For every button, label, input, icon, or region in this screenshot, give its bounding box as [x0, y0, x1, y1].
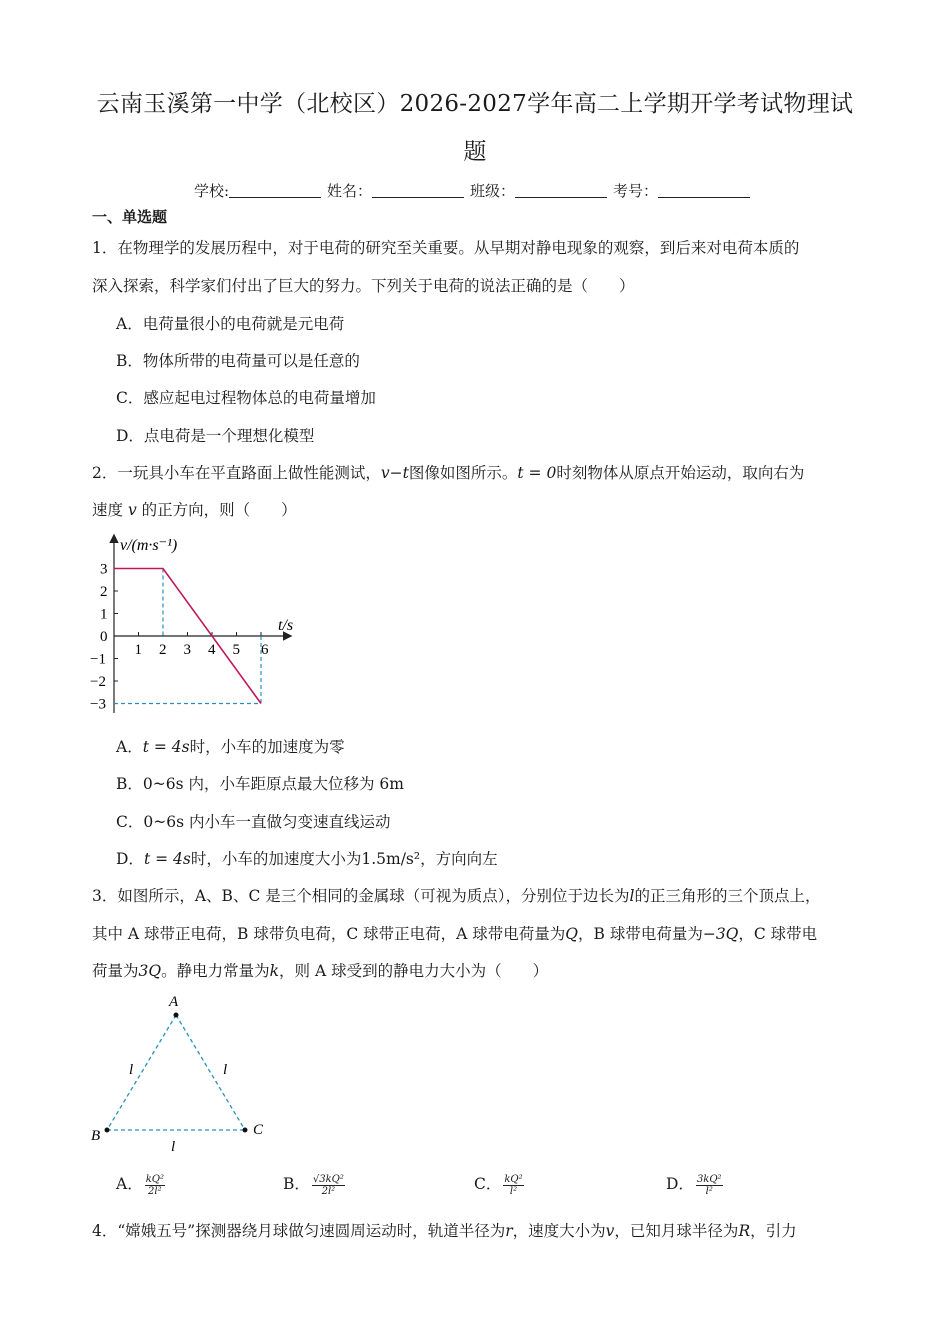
school-label: 学校:: [193, 182, 229, 200]
side-ac: [176, 1015, 245, 1130]
y-tick-label: 1: [100, 606, 108, 623]
q2-option-d[interactable]: [116, 847, 498, 869]
x-tick-label: 4: [208, 642, 216, 658]
q3c-denominator: l²: [509, 1185, 518, 1197]
q3a-label: A．: [116, 1175, 143, 1193]
q3-text-a: 3．如图所示，A、B、C 是三个相同的金属球（可视为质点），分别位于边长为: [92, 887, 630, 905]
q3-text-b: 的正三角形的三个顶点上，: [634, 887, 821, 905]
y-tick-label: −3: [90, 696, 106, 713]
q3d-fraction: [696, 1174, 723, 1197]
vertex-b-label: B: [91, 1128, 101, 1144]
section-heading: 一、单选题: [92, 208, 168, 226]
q2-option-b[interactable]: B．0~6s 内，小车距原点最大位移为 6m: [116, 775, 404, 793]
q3c-numerator: kQ²: [504, 1173, 523, 1185]
q3-text-f: 荷量为: [92, 962, 139, 980]
q4-math-big-r: R: [738, 1222, 751, 1240]
y-tick-label: −2: [90, 674, 106, 690]
q3-option-c[interactable]: [474, 1172, 524, 1197]
q2-text-a: 2．一玩具小车在平直路面上做性能测试，: [92, 464, 381, 482]
q3a-fraction: [145, 1174, 165, 1197]
q3-math-3q: 3Q: [138, 962, 162, 980]
q3-option-a[interactable]: [116, 1172, 165, 1197]
q2-text-c: 时刻物体从原点开始运动，取向右为: [556, 464, 805, 482]
q3-stem-line2: [92, 922, 817, 944]
vertex-a-label: A: [169, 994, 179, 1010]
vertex-c-dot: [243, 1128, 248, 1133]
q2-option-a[interactable]: [116, 735, 345, 757]
x-tick-label: 3: [183, 642, 191, 658]
y-tick-label: 3: [100, 561, 108, 578]
q3b-numerator: √3kQ²: [312, 1173, 344, 1185]
q1-stem-line1: 1．在物理学的发展历程中，对于电荷的研究至关重要。从早期对静电现象的观察，到后来对电荷本质的: [92, 239, 800, 257]
name-label: 姓名：: [327, 182, 373, 200]
vertex-c-label: C: [253, 1122, 264, 1138]
exam-number-label: 考号：: [613, 182, 659, 200]
q3-text-g: 。静电力常量为: [161, 962, 270, 980]
q2-math-vt: v−t: [380, 464, 409, 482]
q1-option-c[interactable]: C．感应起电过程物体总的电荷量增加: [116, 389, 376, 407]
y-tick-label: −1: [90, 651, 106, 668]
q3d-label: D．: [666, 1175, 694, 1193]
q4-text-a: 4．“嫦娥五号”探测器绕月球做匀速圆周运动时，轨道半径为: [92, 1222, 506, 1240]
q3-stem-line1: [92, 884, 820, 906]
q3c-label: C．: [474, 1175, 502, 1193]
y-tick-label: 0: [100, 629, 108, 645]
q4-text-b: ，速度大小为: [512, 1222, 606, 1240]
q2d-text: 时，小车的加速度大小为: [190, 850, 362, 868]
q3b-fraction: [312, 1174, 345, 1197]
name-blank[interactable]: [372, 183, 464, 198]
q2d-tail: ，方向向左: [420, 850, 498, 868]
q3-option-d[interactable]: [666, 1172, 723, 1197]
class-label: 班级：: [470, 182, 516, 200]
q1-option-d[interactable]: D．点电荷是一个理想化模型: [116, 427, 315, 445]
triangle-figure: [85, 990, 285, 1155]
q3-option-b[interactable]: [283, 1172, 345, 1197]
q3-math-m3q: −3Q: [702, 925, 739, 943]
side-ab: [107, 1015, 176, 1130]
q4-text-c: ，已知月球半径为: [614, 1222, 739, 1240]
side-ac-label: l: [223, 1062, 228, 1078]
y-axis-label: v/(m·s⁻¹): [120, 537, 178, 554]
student-info-line: [0, 180, 950, 201]
q3-text-d: ，B 球带电荷量为: [578, 925, 703, 943]
q3b-label: B．: [283, 1175, 310, 1193]
vertex-a-dot: [174, 1013, 179, 1018]
q1-stem-line2: 深入探索，科学家们付出了巨大的努力。下列关于电荷的说法正确的是（ ）: [92, 277, 635, 295]
y-tick-label: 2: [100, 584, 108, 600]
q3-text-c: 其中 A 球带正电荷，B 球带负电荷，C 球带正电荷，A 球带电荷量为: [92, 925, 566, 943]
q2-math-t0: t = 0: [517, 464, 557, 482]
q2d-label: D．: [116, 850, 144, 868]
q2-stem-line2: [92, 498, 297, 520]
q2a-math: t = 4s: [142, 738, 190, 756]
x-tick-label: 6: [261, 642, 269, 658]
q2d-value: 1.5m/s²: [361, 850, 421, 868]
q4-stem-line1: [92, 1219, 797, 1241]
q2-text-e: 的正方向，则（ ）: [141, 501, 297, 519]
vertex-b-dot: [105, 1128, 110, 1133]
q2a-label: A．: [116, 738, 143, 756]
q2-math-v: v: [127, 501, 137, 519]
q4-math-r: r: [505, 1222, 513, 1240]
exam-number-blank[interactable]: [658, 183, 750, 198]
q1-option-a[interactable]: A．电荷量很小的电荷就是元电荷: [116, 315, 345, 333]
x-tick-label: 2: [159, 642, 167, 658]
vt-graph: [80, 528, 320, 724]
q3-math-k: k: [269, 962, 280, 980]
side-ab-label: l: [129, 1062, 134, 1078]
school-blank[interactable]: [229, 183, 321, 198]
q1-option-b[interactable]: B．物体所带的电荷量可以是任意的: [116, 352, 360, 370]
q3-math-q: Q: [565, 925, 578, 943]
q2-text-b: 图像如图所示。: [408, 464, 518, 482]
class-blank[interactable]: [515, 183, 607, 198]
q3a-denominator: 2l²: [148, 1185, 162, 1197]
q3-math-l: l: [629, 887, 635, 905]
x-tick-label: 5: [232, 642, 240, 658]
q3-text-e: ，C 球带电: [738, 925, 818, 943]
q2-stem-line1: [92, 461, 804, 483]
exam-title-line1: 云南玉溪第一中学（北校区）2026-2027学年高二上学期开学考试物理试: [96, 91, 854, 117]
q4-math-v: v: [605, 1222, 615, 1240]
x-tick-label: 1: [134, 642, 142, 658]
exam-title-line2: 题: [463, 139, 487, 165]
q2d-math: t = 4s: [143, 850, 191, 868]
q3b-denominator: 2l²: [321, 1185, 336, 1197]
q2-text-d: 速度: [92, 501, 124, 519]
q3d-denominator: l²: [705, 1185, 713, 1197]
q3d-numerator: 3kQ²: [696, 1173, 722, 1185]
q2a-text: 时，小车的加速度为零: [189, 738, 345, 756]
q3-stem-line3: [92, 959, 548, 981]
side-bc-label: l: [171, 1139, 176, 1155]
q3-text-h: ，则 A 球受到的静电力大小为（ ）: [279, 962, 549, 980]
q3c-fraction: [503, 1174, 523, 1197]
q3a-numerator: kQ²: [145, 1173, 164, 1185]
q2-option-c[interactable]: C．0~6s 内小车一直做匀变速直线运动: [116, 813, 391, 831]
x-axis-label: t/s: [278, 617, 294, 634]
q4-text-d: ，引力: [750, 1222, 797, 1240]
